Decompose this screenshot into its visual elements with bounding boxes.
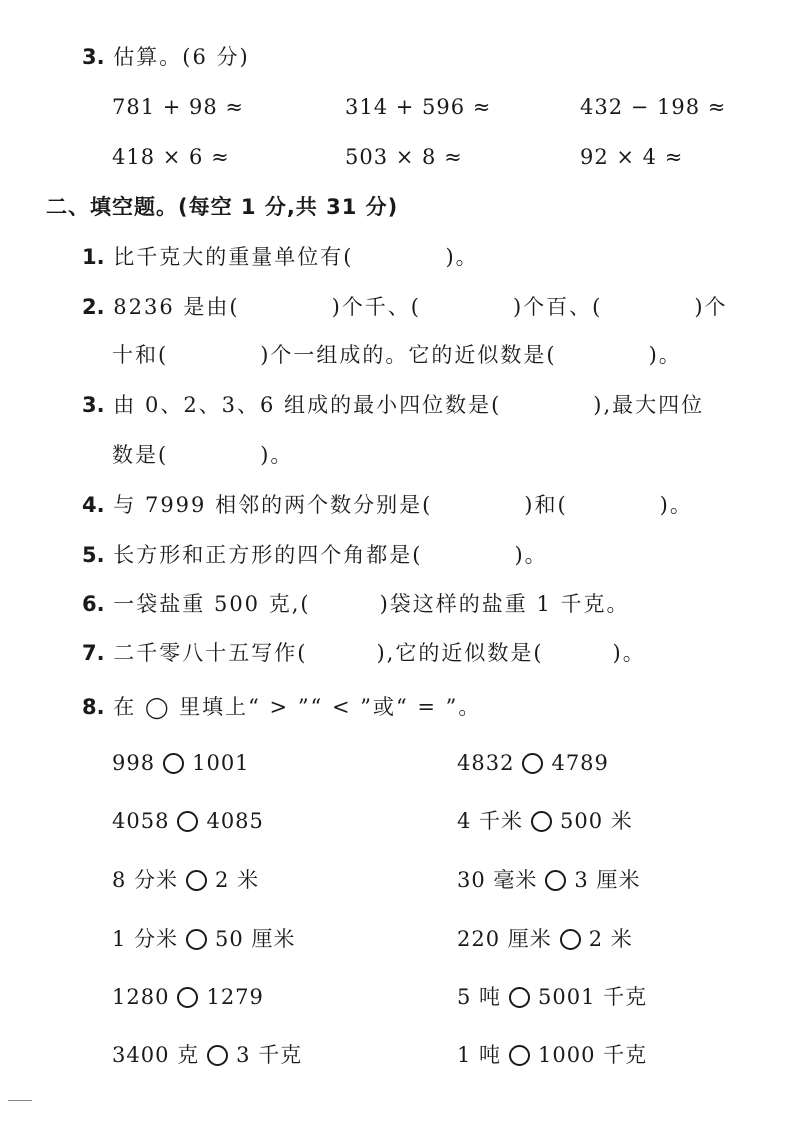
section-title: 二、填空题。(每空 1 分,共 31 分) bbox=[46, 195, 399, 219]
estimate-expression: 418 × 6 ≈ bbox=[112, 145, 230, 169]
compare-right: 3 千克 bbox=[236, 1043, 303, 1067]
question-8 bbox=[82, 692, 481, 722]
question-number: 3. bbox=[82, 45, 105, 69]
answer-circle[interactable] bbox=[509, 1045, 530, 1066]
answer-circle[interactable] bbox=[522, 753, 543, 774]
question-3-continued: 数是( )。 bbox=[112, 443, 294, 467]
estimate-expression: 503 × 8 ≈ bbox=[345, 145, 463, 169]
answer-circle[interactable] bbox=[186, 929, 207, 950]
compare-left: 4832 bbox=[457, 751, 515, 775]
question-text: 与 7999 相邻的两个数分别是( )和( )。 bbox=[113, 493, 693, 517]
question-7 bbox=[82, 638, 646, 668]
question-text: 8236 是由( )个千、( )个百、( )个 bbox=[113, 295, 728, 319]
compare-right: 2 米 bbox=[215, 868, 260, 892]
answer-circle[interactable] bbox=[207, 1045, 228, 1066]
question-4 bbox=[82, 490, 693, 520]
question-number: 5. bbox=[82, 543, 105, 567]
compare-right: 50 厘米 bbox=[215, 927, 296, 951]
question-text: 二千零八十五写作( ),它的近似数是( )。 bbox=[113, 641, 646, 665]
answer-circle[interactable] bbox=[186, 870, 207, 891]
estimate-expression: 92 × 4 ≈ bbox=[580, 145, 684, 169]
compare-item bbox=[457, 1040, 647, 1070]
question-text: 在 ◯ 里填上“ > ”“ < ”或“ = ”。 bbox=[113, 695, 482, 719]
compare-item bbox=[112, 865, 259, 895]
compare-right: 2 米 bbox=[588, 927, 633, 951]
compare-item bbox=[112, 748, 250, 778]
question-number: 7. bbox=[82, 641, 105, 665]
estimate-expression: 314 + 596 ≈ bbox=[345, 95, 492, 119]
question-number: 3. bbox=[82, 393, 105, 417]
question-number: 6. bbox=[82, 592, 105, 616]
compare-right: 3 厘米 bbox=[574, 868, 641, 892]
compare-right: 1001 bbox=[192, 751, 250, 775]
compare-item bbox=[112, 982, 264, 1012]
question-text: 由 0、2、3、6 组成的最小四位数是( ),最大四位 bbox=[113, 393, 705, 417]
question-number: 1. bbox=[82, 245, 105, 269]
answer-circle[interactable] bbox=[509, 987, 530, 1008]
compare-right: 1279 bbox=[206, 985, 264, 1009]
question-text: 一袋盐重 500 克,( )袋这样的盐重 1 千克。 bbox=[113, 592, 630, 616]
question-text: 比千克大的重量单位有( )。 bbox=[113, 245, 479, 269]
compare-left: 3400 克 bbox=[112, 1043, 200, 1067]
estimate-heading bbox=[82, 42, 250, 72]
compare-left: 220 厘米 bbox=[457, 927, 552, 951]
question-number: 8. bbox=[82, 695, 105, 719]
compare-item bbox=[457, 806, 633, 836]
compare-left: 1 吨 bbox=[457, 1043, 502, 1067]
compare-right: 1000 千克 bbox=[538, 1043, 648, 1067]
page-edge-mark bbox=[8, 1100, 32, 1101]
compare-right: 500 米 bbox=[560, 809, 633, 833]
compare-left: 998 bbox=[112, 751, 156, 775]
estimate-expression: 432 − 198 ≈ bbox=[580, 95, 727, 119]
answer-circle[interactable] bbox=[177, 811, 198, 832]
question-2 bbox=[82, 292, 728, 322]
answer-circle[interactable] bbox=[545, 870, 566, 891]
answer-circle[interactable] bbox=[163, 753, 184, 774]
compare-left: 30 毫米 bbox=[457, 868, 538, 892]
question-number: 2. bbox=[82, 295, 105, 319]
answer-circle[interactable] bbox=[177, 987, 198, 1008]
question-3 bbox=[82, 390, 704, 420]
compare-right: 4085 bbox=[206, 809, 264, 833]
compare-item bbox=[457, 865, 640, 895]
question-1 bbox=[82, 242, 479, 272]
question-text: 估算。(6 分) bbox=[113, 45, 250, 69]
compare-left: 1 分米 bbox=[112, 927, 179, 951]
compare-left: 1280 bbox=[112, 985, 170, 1009]
answer-circle[interactable] bbox=[560, 929, 581, 950]
compare-item bbox=[457, 982, 647, 1012]
question-2-continued: 十和( )个一组成的。它的近似数是( )。 bbox=[112, 343, 682, 367]
question-number: 4. bbox=[82, 493, 105, 517]
compare-right: 5001 千克 bbox=[538, 985, 648, 1009]
question-6 bbox=[82, 589, 630, 619]
answer-circle[interactable] bbox=[531, 811, 552, 832]
compare-left: 4 千米 bbox=[457, 809, 524, 833]
compare-item bbox=[457, 748, 609, 778]
compare-left: 8 分米 bbox=[112, 868, 179, 892]
question-5 bbox=[82, 540, 548, 570]
compare-item bbox=[112, 806, 264, 836]
compare-item bbox=[457, 924, 633, 954]
compare-item bbox=[112, 924, 295, 954]
question-text: 长方形和正方形的四个角都是( )。 bbox=[113, 543, 548, 567]
compare-item bbox=[112, 1040, 302, 1070]
compare-right: 4789 bbox=[551, 751, 609, 775]
compare-left: 5 吨 bbox=[457, 985, 502, 1009]
estimate-expression: 781 + 98 ≈ bbox=[112, 95, 245, 119]
compare-left: 4058 bbox=[112, 809, 170, 833]
